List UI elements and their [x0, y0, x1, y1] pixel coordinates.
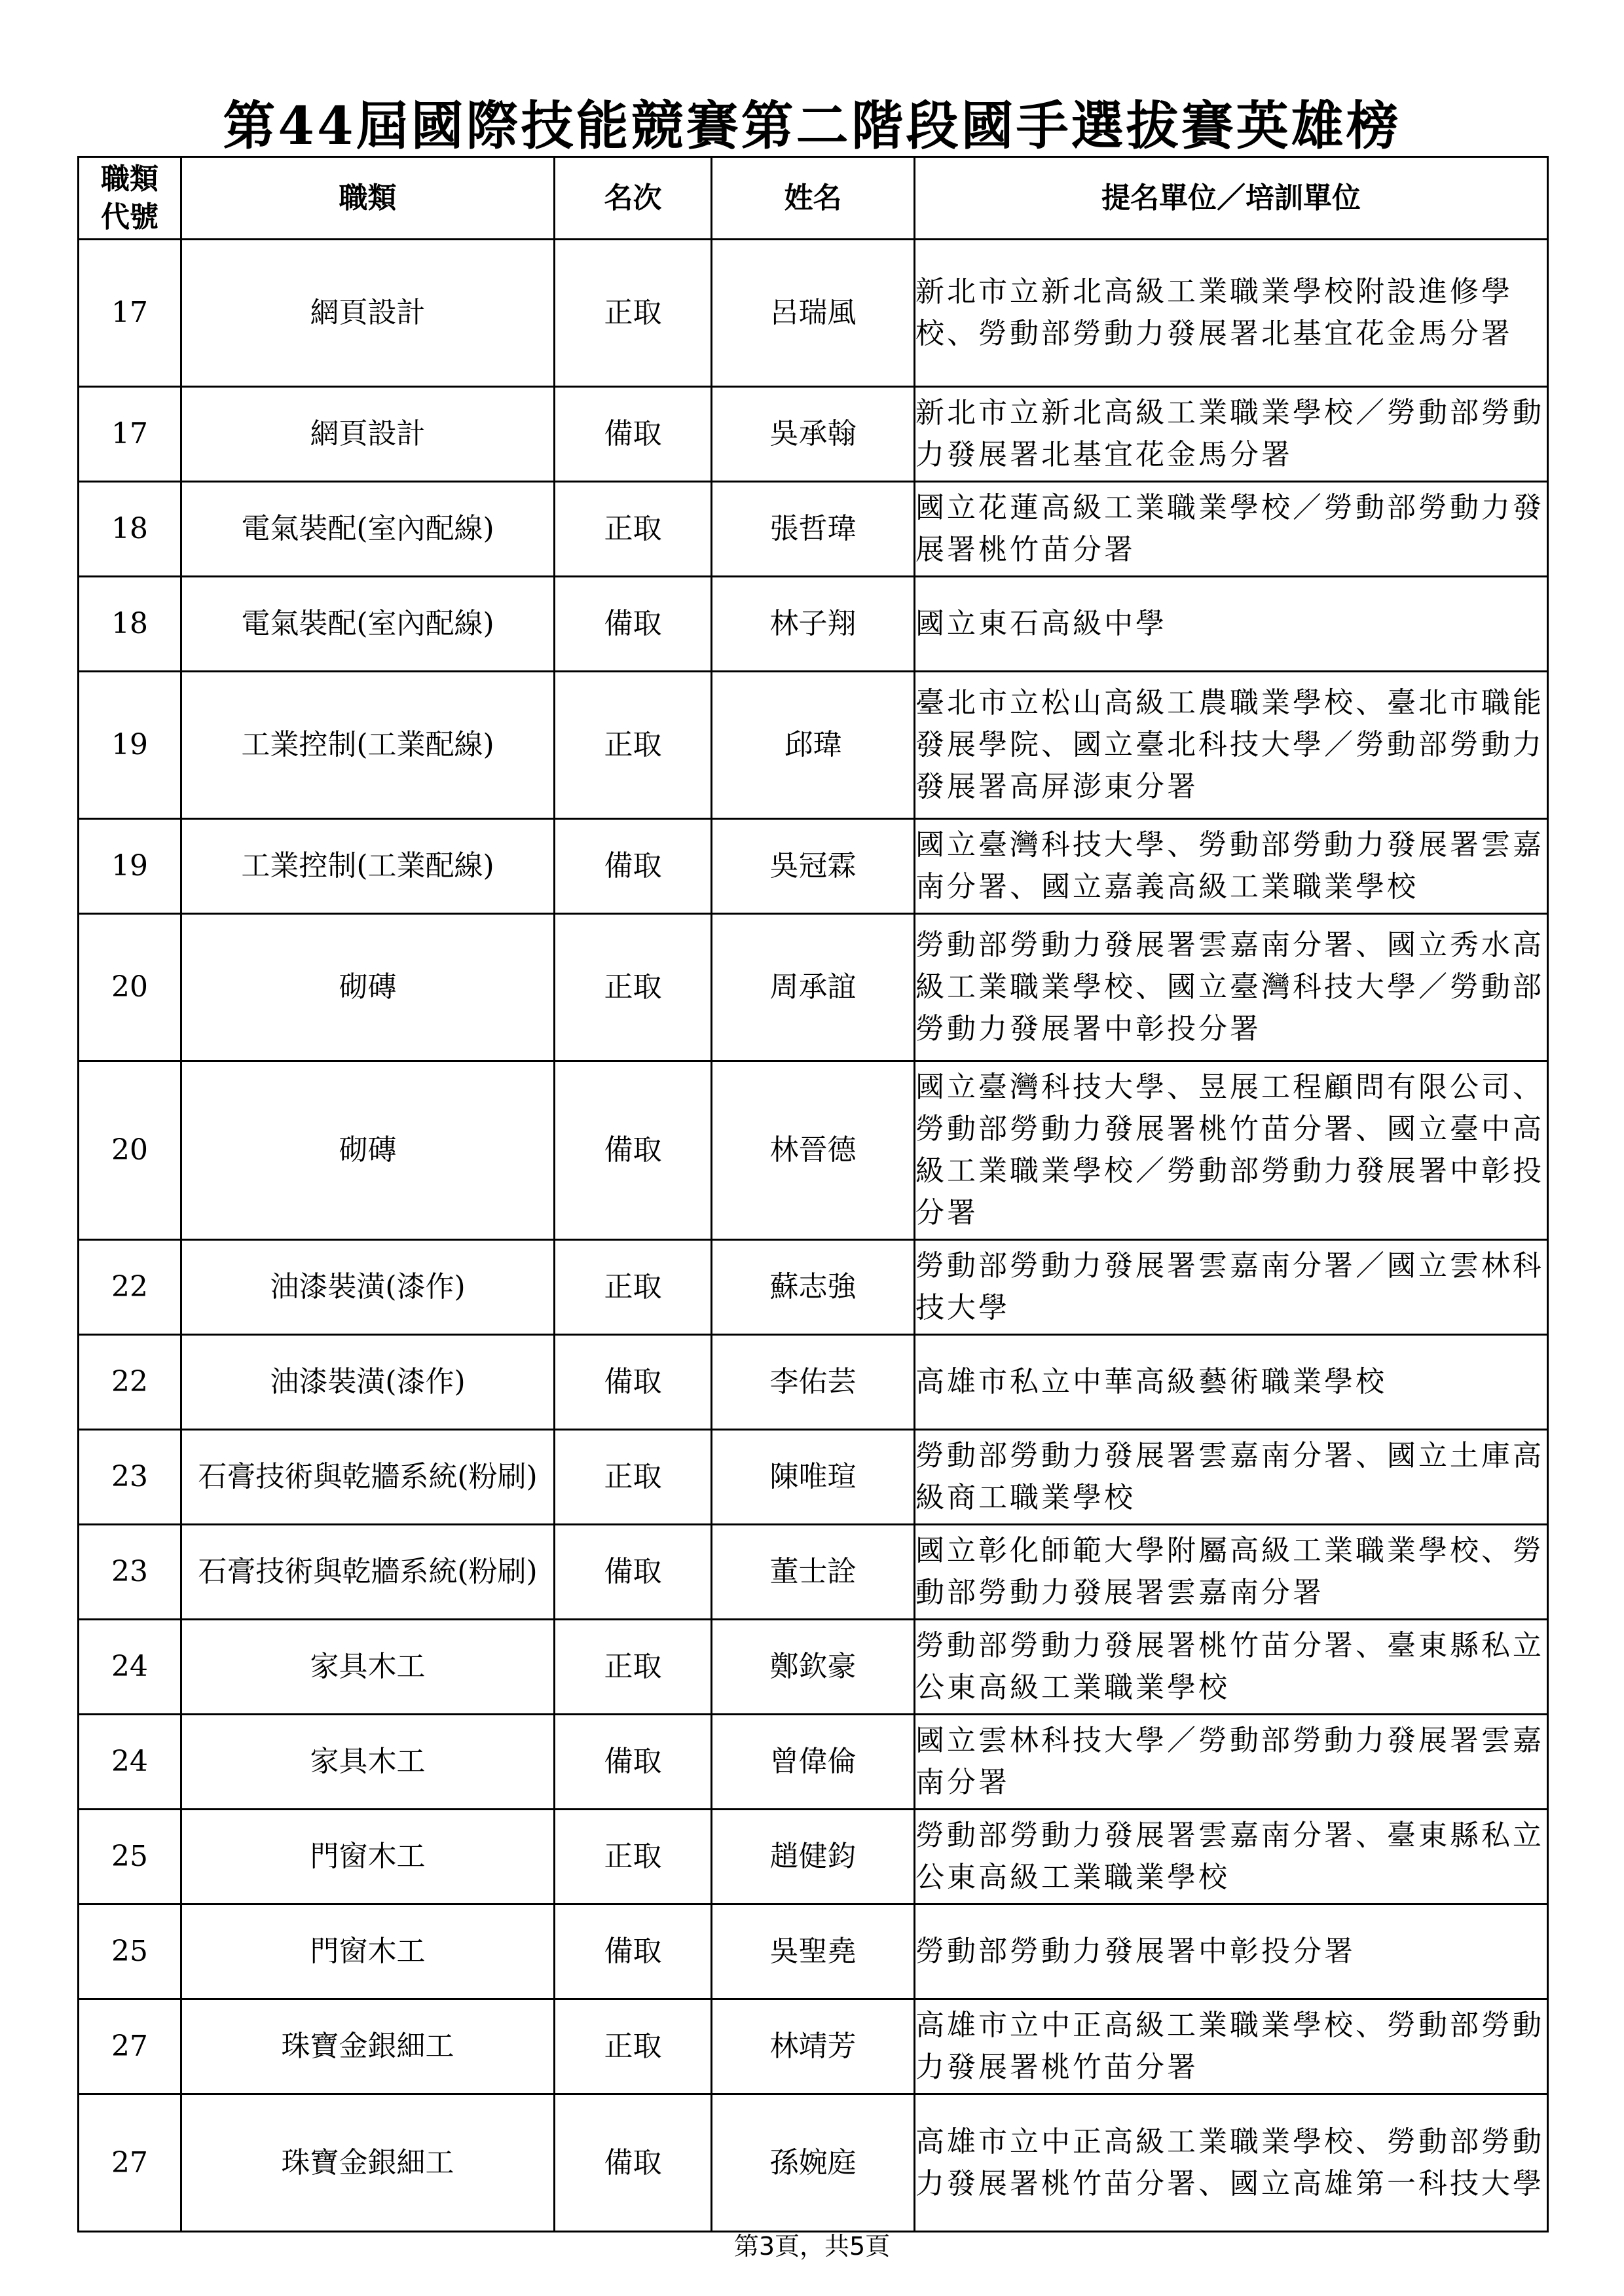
table-header-row — [79, 157, 1548, 240]
cell-unit: 國立臺灣科技大學、勞動部勞動力發展署雲嘉南分署、國立嘉義高級工業職業學校 — [915, 819, 1548, 914]
cell-name: 蘇志強 — [712, 1240, 915, 1335]
page-title: 第44屆國際技能競賽第二階段國手選拔賽英雄榜 — [223, 95, 1401, 156]
cell-name: 林靖芳 — [712, 1999, 915, 2094]
table-row — [79, 1620, 1548, 1715]
cell-rank: 備取 — [555, 1061, 712, 1240]
cell-skill: 石膏技術與乾牆系統(粉刷) — [181, 1525, 555, 1620]
cell-code: 23 — [79, 1430, 181, 1525]
cell-code: 18 — [79, 577, 181, 672]
cell-name: 呂瑞風 — [712, 240, 915, 387]
cell-code: 22 — [79, 1335, 181, 1430]
cell-name: 曾偉倫 — [712, 1715, 915, 1810]
table-row — [79, 672, 1548, 819]
cell-rank: 正取 — [555, 672, 712, 819]
cell-code: 22 — [79, 1240, 181, 1335]
cell-name: 鄭欽豪 — [712, 1620, 915, 1715]
cell-unit: 國立東石高級中學 — [915, 577, 1548, 672]
cell-rank: 正取 — [555, 914, 712, 1061]
cell-skill: 電氣裝配(室內配線) — [181, 482, 555, 577]
cell-rank: 正取 — [555, 482, 712, 577]
cell-code: 20 — [79, 1061, 181, 1240]
cell-skill: 家具木工 — [181, 1620, 555, 1715]
cell-name: 董士詮 — [712, 1525, 915, 1620]
cell-rank: 備取 — [555, 1904, 712, 1999]
cell-rank: 備取 — [555, 1335, 712, 1430]
cell-name: 吳冠霖 — [712, 819, 915, 914]
cell-code: 17 — [79, 240, 181, 387]
cell-unit: 勞動部勞動力發展署桃竹苗分署、臺東縣私立公東高級工業職業學校 — [915, 1620, 1548, 1715]
cell-code: 23 — [79, 1525, 181, 1620]
cell-unit: 勞動部勞動力發展署雲嘉南分署、國立土庫高級商工職業學校 — [915, 1430, 1548, 1525]
cell-code: 19 — [79, 819, 181, 914]
cell-name: 周承誼 — [712, 914, 915, 1061]
cell-name: 張哲瑋 — [712, 482, 915, 577]
header-code-line1: 職類 — [101, 162, 158, 196]
cell-code: 17 — [79, 387, 181, 482]
cell-unit: 高雄市私立中華高級藝術職業學校 — [915, 1335, 1548, 1430]
cell-unit: 臺北市立松山高級工農職業學校、臺北市職能發展學院、國立臺北科技大學／勞動部勞動力發展署高屏澎東分署 — [915, 672, 1548, 819]
cell-code: 24 — [79, 1715, 181, 1810]
cell-unit: 國立臺灣科技大學、昱展工程顧問有限公司、勞動部勞動力發展署桃竹苗分署、國立臺中高級工業職業學校／勞動部勞動力發展署中彰投分署 — [915, 1061, 1548, 1240]
results-table — [77, 156, 1549, 2232]
cell-skill: 工業控制(工業配線) — [181, 672, 555, 819]
table-row — [79, 1240, 1548, 1335]
header-name: 姓名 — [712, 157, 915, 240]
header-code — [79, 157, 181, 240]
cell-unit: 國立花蓮高級工業職業學校／勞動部勞動力發展署桃竹苗分署 — [915, 482, 1548, 577]
cell-unit: 高雄市立中正高級工業職業學校、勞動部勞動力發展署桃竹苗分署、國立高雄第一科技大學 — [915, 2094, 1548, 2232]
table-row — [79, 1525, 1548, 1620]
cell-unit: 新北市立新北高級工業職業學校／勞動部勞動力發展署北基宜花金馬分署 — [915, 387, 1548, 482]
cell-rank: 備取 — [555, 1525, 712, 1620]
table-row — [79, 1061, 1548, 1240]
table-row — [79, 1904, 1548, 1999]
cell-name: 林子翔 — [712, 577, 915, 672]
cell-code: 25 — [79, 1904, 181, 1999]
cell-skill: 網頁設計 — [181, 387, 555, 482]
header-unit: 提名單位／培訓單位 — [915, 157, 1548, 240]
header-code-line2: 代號 — [101, 200, 158, 234]
cell-rank: 正取 — [555, 1999, 712, 2094]
cell-unit: 高雄市立中正高級工業職業學校、勞動部勞動力發展署桃竹苗分署 — [915, 1999, 1548, 2094]
cell-rank: 正取 — [555, 1620, 712, 1715]
table-row — [79, 1335, 1548, 1430]
table-row — [79, 914, 1548, 1061]
cell-skill: 門窗木工 — [181, 1904, 555, 1999]
cell-skill: 網頁設計 — [181, 240, 555, 387]
cell-rank: 正取 — [555, 1810, 712, 1904]
cell-name: 吳聖堯 — [712, 1904, 915, 1999]
table-row — [79, 819, 1548, 914]
cell-unit: 新北市立新北高級工業職業學校附設進修學校、勞動部勞動力發展署北基宜花金馬分署 — [915, 240, 1548, 387]
cell-unit: 勞動部勞動力發展署雲嘉南分署、國立秀水高級工業職業學校、國立臺灣科技大學／勞動部勞動力發展署中彰投分署 — [915, 914, 1548, 1061]
table-body — [79, 240, 1548, 2232]
cell-code: 25 — [79, 1810, 181, 1904]
cell-unit: 勞動部勞動力發展署雲嘉南分署／國立雲林科技大學 — [915, 1240, 1548, 1335]
cell-name: 陳唯瑄 — [712, 1430, 915, 1525]
table-row — [79, 1810, 1548, 1904]
cell-skill: 電氣裝配(室內配線) — [181, 577, 555, 672]
cell-code: 19 — [79, 672, 181, 819]
cell-name: 邱瑋 — [712, 672, 915, 819]
cell-skill: 砌磚 — [181, 914, 555, 1061]
cell-rank: 正取 — [555, 240, 712, 387]
cell-skill: 家具木工 — [181, 1715, 555, 1810]
table-row — [79, 240, 1548, 387]
cell-skill: 油漆裝潢(漆作) — [181, 1335, 555, 1430]
cell-rank: 備取 — [555, 819, 712, 914]
header-skill: 職類 — [181, 157, 555, 240]
cell-unit: 勞動部勞動力發展署雲嘉南分署、臺東縣私立公東高級工業職業學校 — [915, 1810, 1548, 1904]
cell-code: 18 — [79, 482, 181, 577]
cell-rank: 備取 — [555, 577, 712, 672]
cell-skill: 石膏技術與乾牆系統(粉刷) — [181, 1430, 555, 1525]
cell-skill: 工業控制(工業配線) — [181, 819, 555, 914]
cell-rank: 備取 — [555, 387, 712, 482]
cell-unit: 國立雲林科技大學／勞動部勞動力發展署雲嘉南分署 — [915, 1715, 1548, 1810]
table-row — [79, 387, 1548, 482]
cell-skill: 砌磚 — [181, 1061, 555, 1240]
cell-name: 李佑芸 — [712, 1335, 915, 1430]
cell-unit: 國立彰化師範大學附屬高級工業職業學校、勞動部勞動力發展署雲嘉南分署 — [915, 1525, 1548, 1620]
cell-rank: 正取 — [555, 1430, 712, 1525]
cell-rank: 正取 — [555, 1240, 712, 1335]
header-rank: 名次 — [555, 157, 712, 240]
cell-name: 孫婉庭 — [712, 2094, 915, 2232]
table-row — [79, 2094, 1548, 2232]
table-row — [79, 1430, 1548, 1525]
cell-code: 20 — [79, 914, 181, 1061]
cell-code: 27 — [79, 2094, 181, 2232]
table-row — [79, 482, 1548, 577]
cell-rank: 備取 — [555, 1715, 712, 1810]
cell-name: 趙健鈞 — [712, 1810, 915, 1904]
cell-rank: 備取 — [555, 2094, 712, 2232]
cell-name: 吳承翰 — [712, 387, 915, 482]
table-row — [79, 1999, 1548, 2094]
cell-name: 林晉德 — [712, 1061, 915, 1240]
table-row — [79, 577, 1548, 672]
cell-skill: 油漆裝潢(漆作) — [181, 1240, 555, 1335]
table-row — [79, 1715, 1548, 1810]
cell-skill: 珠寶金銀細工 — [181, 1999, 555, 2094]
cell-code: 24 — [79, 1620, 181, 1715]
cell-unit: 勞動部勞動力發展署中彰投分署 — [915, 1904, 1548, 1999]
cell-skill: 門窗木工 — [181, 1810, 555, 1904]
cell-skill: 珠寶金銀細工 — [181, 2094, 555, 2232]
cell-code: 27 — [79, 1999, 181, 2094]
page-footer: 第3頁，共5頁 — [733, 2232, 891, 2261]
